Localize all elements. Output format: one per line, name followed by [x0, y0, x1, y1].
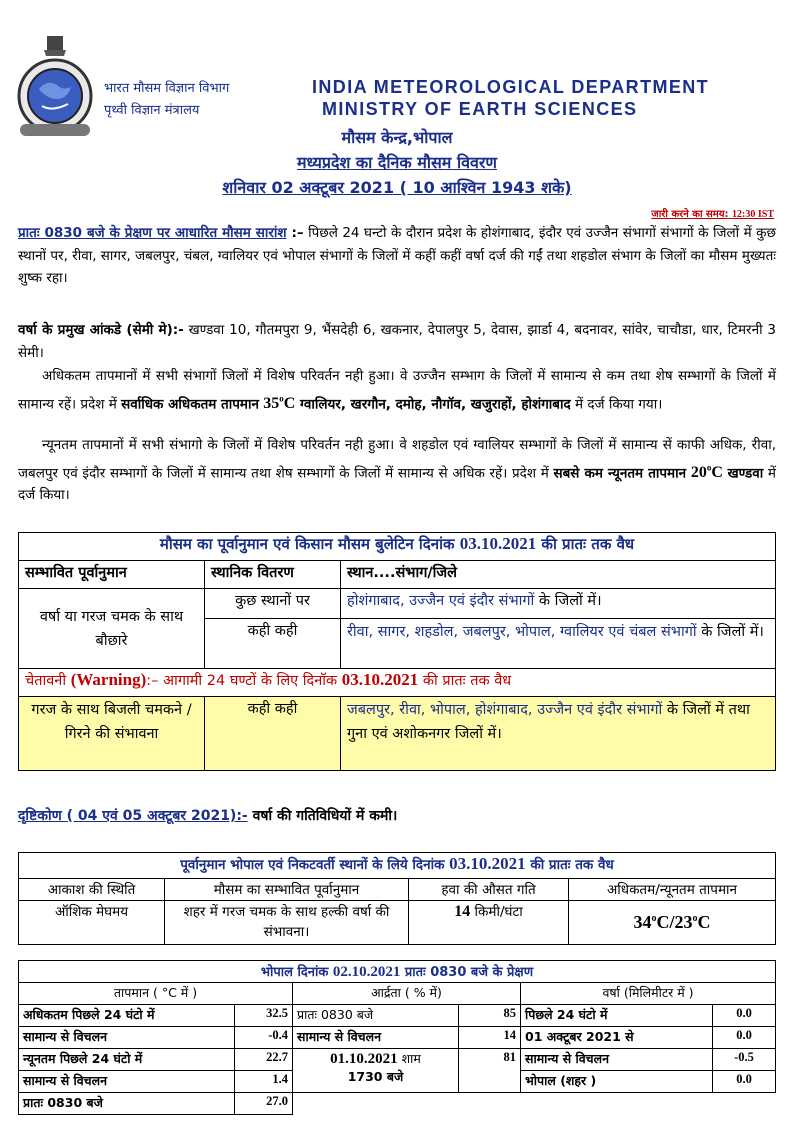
obs-title-date: 02.10.2021 [332, 964, 401, 980]
h-evening-time: 1730 बजे [347, 1069, 404, 1084]
t-max-dep-label: सामान्य से विचलन [19, 1027, 235, 1049]
obs-title-suffix: प्रातः 0830 बजे के प्रेक्षण [400, 965, 534, 980]
forecast-title-suffix: की प्रातः तक वैध [536, 535, 635, 553]
row1-suffix: के जिलों में। [534, 593, 602, 609]
h-expected-weather: मौसम का सम्भावित पूर्वानुमान [165, 879, 409, 901]
obs-row-5 [19, 1093, 776, 1115]
h-wind-speed: हवा की औसत गति [409, 879, 569, 901]
forecast-row-1 [19, 589, 776, 619]
row1-places: होशंगाबाद, उज्जैन एवं इंदौर संभागों [347, 593, 535, 609]
obs-row-1 [19, 1005, 776, 1027]
col-forecast-header: सम्भावित पूर्वानुमान [19, 561, 205, 589]
t-min-value: 22.7 [235, 1049, 293, 1071]
max-temp-unit: C [283, 394, 296, 412]
warning-distribution: कही कही [205, 697, 341, 771]
h-dep-label: सामान्य से विचलन [293, 1027, 459, 1049]
h-temperature: तापमान ( °C में ) [19, 983, 293, 1005]
sky-condition: ऑशिक मेघमय [19, 901, 165, 945]
h-max-min-temp: अधिकतम/न्यूनतम तापमान [569, 879, 776, 901]
min-temp-place: खण्डवा [727, 464, 764, 481]
wind-speed-unit: किमी/घंटा [470, 904, 523, 920]
obs-header-row [19, 983, 776, 1005]
forecast-min-temp: 23 [674, 912, 693, 932]
summary-heading-suffix: :– [286, 225, 304, 241]
warning-phenomenon: गरज के साथ बिजली चमकने / गिरने की संभावना [19, 697, 205, 771]
obs-row-3 [19, 1049, 776, 1071]
issued-time-value: 12:30 IST [732, 209, 774, 220]
outlook-label: दृष्टिकोण ( 04 एवं 05 अक्टूबर 2021):- [18, 808, 248, 824]
imd-emblem-logo [14, 34, 96, 138]
warning-suffix: की प्रातः तक वैध [418, 673, 512, 689]
forecast-header-row [19, 561, 776, 589]
min-temp-value: 20 [690, 463, 707, 481]
warning-places: जबलपुर, रीवा, भोपाल, होशंगाबाद, उज्जैन एवं इंदौर संभागों [347, 702, 663, 718]
h-humidity: आर्द्रता ( % में) [293, 983, 521, 1005]
warning-prefix: चेतावनी [25, 673, 71, 689]
h-rainfall: वर्षा (मिलिमीटर में ) [521, 983, 776, 1005]
min-temp-label: सबसे कम न्यूनतम तापमान [553, 464, 687, 481]
letterhead [0, 0, 794, 197]
max-temp-paragraph: अधिकतम तापमानों में सभी संभागों जिलों में विशेष परिवर्तन नही हुआ। वे उज्जैन सम्भाग के जिलों में सामान्य से कम तथा शेष सम्भागों के जिलों में सामान्य रहें। प्रदेश में सर्वाधिक अधिकतम तापमान 35$^o$C ग्वालियर, खरगौन, दमोह, नौगॉव, खजुराहों, होशंगाबाद में दर्ज किया गया। [18, 368, 776, 412]
issued-label: जारी करने का समय: [651, 209, 729, 220]
weather-summary [18, 222, 776, 290]
bhopal-observation-table [18, 960, 776, 1115]
obs-title-row [19, 961, 776, 983]
forecast-phenomenon: वर्षा या गरज चमक के साथ बौछारे [19, 589, 205, 669]
t-0830-value: 27.0 [235, 1093, 293, 1115]
org-hi-line1: भारत मौसम विज्ञान विभाग [104, 81, 230, 96]
forecast-title-date: 03.10.2021 [459, 534, 537, 553]
bhopal-forecast-title-row [19, 853, 776, 879]
org-name-hindi [104, 78, 229, 122]
bhopal-forecast-row: ऑशिक मेघमय शहर में गरज चमक के साथ हल्की वर्षा की संभावना। 14 किमी/घंटा 34$^o$C/23$^o$C [19, 901, 776, 945]
col-distribution-header: स्थानिक वितरण [205, 561, 341, 589]
t-min-dep-label: सामान्य से विचलन [19, 1071, 235, 1093]
rainfall-text: खण्डवा 10, गौतमपुरा 9, भैंसदेही 6, खकनार, देपालपुर 5, देवास, झार्डा 4, बदनावर, सांवेर, चाचौडा, धार, टिमरनी 3 सेमी। [18, 322, 777, 361]
t-min-dep-value: 1.4 [235, 1071, 293, 1093]
forecast-title-row [19, 533, 776, 561]
rainfall-label: वर्षा के प्रमुख आंकडे (सेमी मे):- [18, 322, 184, 338]
rainfall-figures [18, 319, 776, 364]
max-temp-label: सर्वाधिक अधिकतम तापमान [121, 395, 259, 412]
summary-heading: प्रातः 0830 बजे के प्रेक्षण पर आधारित मौसम सारांश [18, 225, 287, 241]
centre-name: मौसम केन्द्र,भोपाल [341, 128, 453, 147]
org-en-line1: INDIA METEOROLOGICAL DEPARTMENT [312, 77, 710, 97]
expected-weather: शहर में गरज चमक के साथ हल्की वर्षा की संभावना। [165, 901, 409, 945]
h-evening-label: शाम [397, 1051, 421, 1066]
h-sky-condition: आकाश की स्थिति [19, 879, 165, 901]
forecast-max-temp: 34 [633, 912, 652, 932]
forecast-table [18, 532, 776, 771]
r-24-value: 0.0 [713, 1005, 776, 1027]
h-evening-value: 81 [459, 1049, 521, 1093]
t-min-label: न्यूनतम पिछले 24 घंटो में [19, 1049, 235, 1071]
t-max-dep-value: -0.4 [235, 1027, 293, 1049]
org-en-line2: MINISTRY OF EARTH SCIENCES [322, 99, 638, 119]
forecast-title-prefix: मौसम का पूर्वानुमान एवं किसान मौसम बुलेटिन दिनांक [159, 535, 460, 553]
r-dep-value: -0.5 [713, 1049, 776, 1071]
h-evening-date: 01.10.2021 [330, 1051, 398, 1067]
t-max-label: अधिकतम पिछले 24 घंटो में [19, 1005, 235, 1027]
min-temp-unit: C [697, 912, 711, 932]
r-24-label: पिछले 24 घंटो में [521, 1005, 713, 1027]
warning-places-suffix: के जिलों में तथा गुना एवं अशोकनगर जिलों में। [347, 702, 750, 742]
max-temp-unit: C [656, 912, 670, 932]
row1-distribution: कुछ स्थानों पर [205, 589, 341, 619]
row2-distribution: कही कही [205, 619, 341, 669]
h-0830-label: प्रातः 0830 बजे [293, 1005, 459, 1027]
max-temp-value: 35 [263, 394, 280, 412]
bhopal-title-suffix: की प्रातः तक वैध [525, 857, 614, 873]
t-max-value: 32.5 [235, 1005, 293, 1027]
r-city-label: भोपाल (शहर ) [521, 1071, 713, 1093]
r-city-value: 0.0 [713, 1071, 776, 1093]
org-hi-line2: पृथ्वी विज्ञान मंत्रालय [104, 103, 200, 118]
row2-places: रीवा, सागर, शहडोल, जबलपुर, भोपाल, ग्वालियर एवं चंबल संभागों [347, 624, 697, 640]
t-0830-label: प्रातः 0830 बजे [19, 1093, 235, 1115]
min-temp-unit: C [711, 463, 723, 481]
obs-row-2 [19, 1027, 776, 1049]
org-name-english [312, 76, 709, 120]
max-temp-text: अधिकतम तापमानों में सभी संभागों जिलों में विशेष परिवर्तन नही हुआ। वे उज्जैन सम्भाग के जिलों में सामान्य से कम तथा शेष सम्भागों के जिलों में सामान्य रहें। प्रदेश में [18, 368, 776, 412]
max-temp-places: ग्वालियर, खरगौन, दमोह, नौगॉव, खजुराहों, होशंगाबाद [295, 395, 571, 412]
obs-title-prefix: भोपाल दिनांक [260, 965, 333, 980]
max-temp-text2: में दर्ज किया गया। [570, 395, 663, 412]
warning-en: (Warning) [70, 670, 147, 689]
warning-title-row [19, 669, 776, 697]
wind-speed-value: 14 [454, 903, 471, 920]
report-title: मध्यप्रदेश का दैनिक मौसम विवरण [296, 153, 497, 172]
outlook [18, 806, 397, 825]
warning-text: :– आगामी 24 घण्टों के लिए दिनॉक [146, 673, 342, 689]
bhopal-title-date: 03.10.2021 [449, 854, 526, 873]
min-temp-paragraph: न्यूनतम तापमानों में सभी संभागो के जिलों में विशेष परिवर्तन नही हुआ। वे शहडोल एवं ग्वालियर सम्भागों के जिलों में सामान्य सें काफी अधिक, रीवा, जबलपुर एवं इंदौर सम्भागों के जिलों में सामान्य तथा शेष सम्भागों के जिलों में सामान्य से अधिक रहें। प्रदेश में सबसे कम न्यूनतम तापमान 20$^o$C खण्डवा में दर्ज किया। [18, 437, 777, 504]
outlook-text: वर्षा की गतिविधियों में कमी। [247, 808, 398, 824]
bhopal-title-prefix: पूर्वानुमान भोपाल एवं निकटवर्ती स्थानों के लिये दिनांक [180, 857, 450, 873]
warning-row [19, 697, 776, 771]
min-temp-text2: में दर्ज किया। [18, 464, 777, 504]
bhopal-forecast-table [18, 852, 776, 945]
summary-text: पिछले 24 घन्टो के दौरान प्रदेश के होशंगाबाद, इंदौर एवं उज्जैन संभागों संभागों के जिलों में कुछ स्थानों पर, रीवा, सागर, जबलपुर, चंबल, ग्वालियर एवं भोपाल संभागों के जिलों में कहीं कहीं वर्षा दर्ज की गईं तथा शहडोल संभाग के जिलों का मौसम मुख्यतः शुष्क रहा। [18, 225, 777, 286]
col-places-header: स्थान....संभाग/जिले [341, 561, 776, 589]
r-dep-label: सामान्य से विचलन [521, 1049, 713, 1071]
report-date: शनिवार 02 अक्टूबर 2021 ( 10 आश्विन 1943 शके) [222, 178, 572, 197]
r-since-value: 0.0 [713, 1027, 776, 1049]
r-since-label: 01 अक्टूबर 2021 से [521, 1027, 713, 1049]
report-heading [0, 125, 794, 200]
min-temp-text: न्यूनतम तापमानों में सभी संभागो के जिलों में विशेष परिवर्तन नही हुआ। वे शहडोल एवं ग्वालियर सम्भागों के जिलों में सामान्य सें काफी अधिक, रीवा, जबलपुर एवं इंदौर सम्भागों के जिलों में सामान्य तथा शेष सम्भागों के जिलों में सामान्य से अधिक रहें। प्रदेश में [18, 437, 776, 481]
row2-suffix: के जिलों में। [696, 624, 764, 640]
issued-time [651, 206, 774, 220]
h-0830-value: 85 [459, 1005, 521, 1027]
h-dep-value: 14 [459, 1027, 521, 1049]
warning-date: 03.10.2021 [341, 670, 419, 689]
bhopal-forecast-header-row [19, 879, 776, 901]
